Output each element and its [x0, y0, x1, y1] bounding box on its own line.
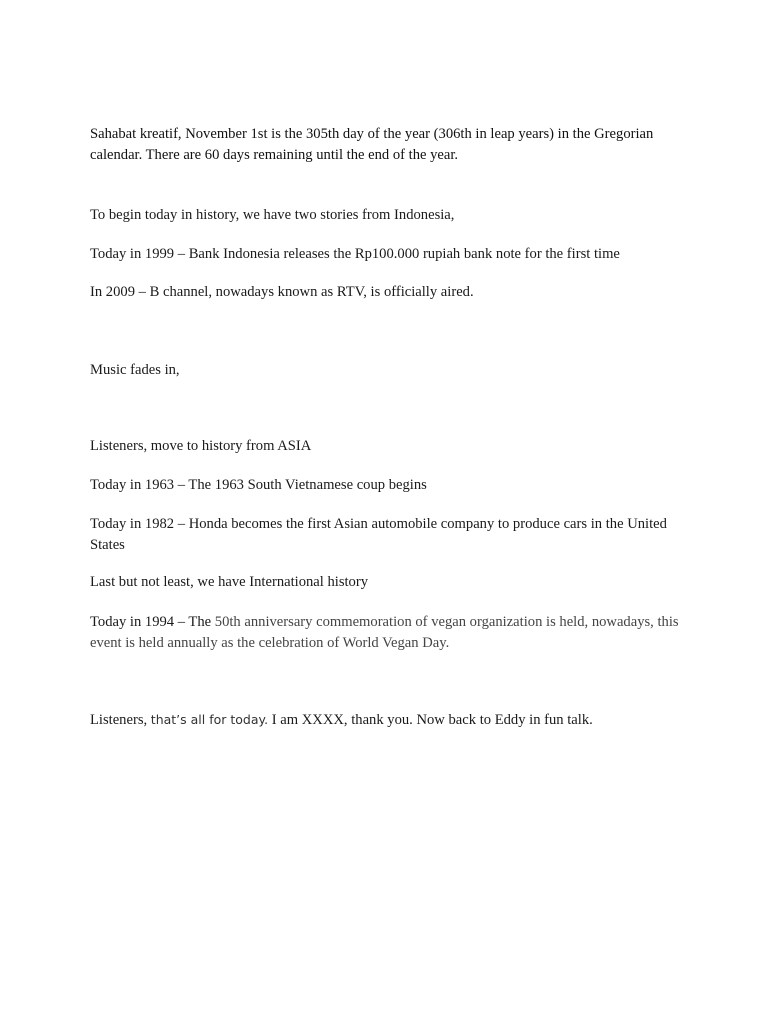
intro-paragraph: Sahabat kreatif, November 1st is the 305th day of the year (306th in leap years) in the Gregorian calendar. There are 60 days remaining until the end of the year.: [90, 126, 654, 163]
closing-sans-text: that’s all for today.: [150, 712, 269, 727]
indonesia-1999-entry: Today in 1999 – Bank Indonesia releases the Rp100.000 rupiah bank note for the first time: [90, 246, 620, 262]
indonesia-intro: To begin today in history, we have two stories from Indonesia,: [90, 207, 455, 223]
asia-intro: Listeners, move to history from ASIA: [90, 438, 312, 454]
international-1994-rest: 50th anniversary commemoration of vegan organization is held, nowadays, this event is held annually as the celebration of World Vegan Day.: [90, 614, 679, 651]
international-1994-prefix: Today in 1994 – The: [90, 614, 215, 630]
music-cue: Music fades in,: [90, 362, 180, 378]
closing-rest: I am XXXX, thank you. Now back to Eddy in fun talk.: [268, 712, 593, 728]
closing-prefix: Listeners,: [90, 712, 151, 728]
international-intro: Last but not least, we have International history: [90, 574, 369, 590]
indonesia-2009-entry: In 2009 – B channel, nowadays known as RTV, is officially aired.: [90, 284, 474, 300]
asia-1963-entry: Today in 1963 – The 1963 South Vietnamese coup begins: [90, 477, 427, 493]
asia-1982-entry: Today in 1982 – Honda becomes the first Asian automobile company to produce cars in the United States: [90, 516, 667, 553]
closing-paragraph: [90, 709, 690, 731]
international-1994-entry: [90, 612, 690, 654]
